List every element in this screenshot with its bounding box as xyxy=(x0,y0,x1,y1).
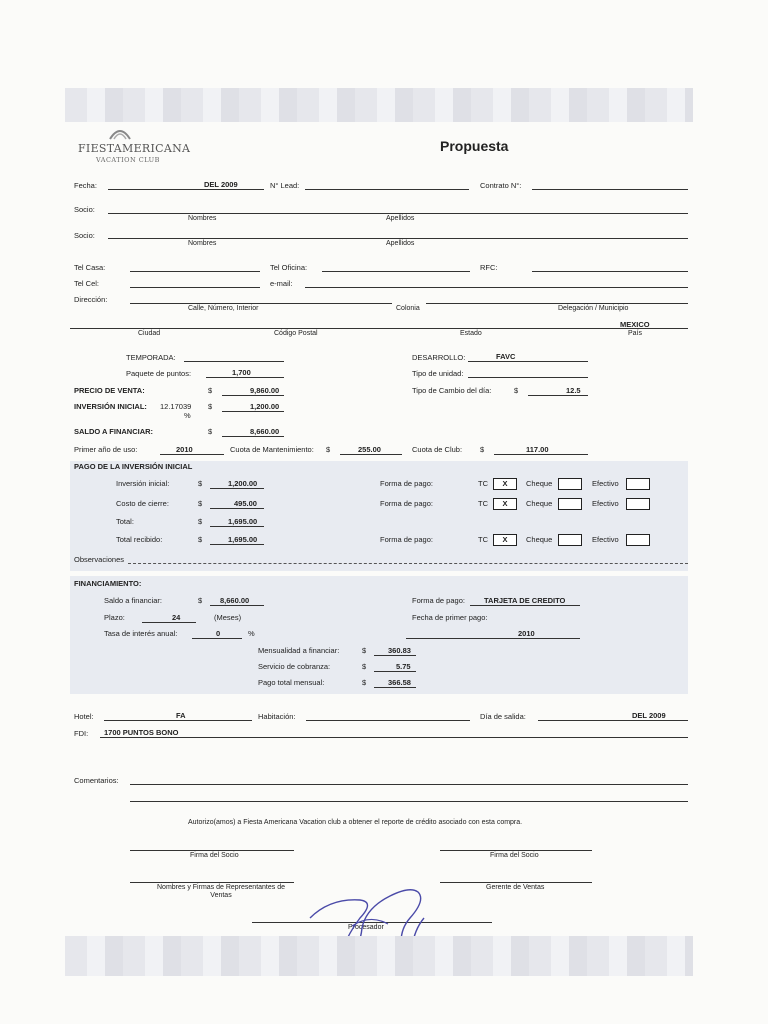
nombres-caption-1: Nombres xyxy=(188,215,217,222)
fecha-label: Fecha: xyxy=(74,181,97,190)
colonia-caption: Colonia xyxy=(396,305,420,312)
cobranza-currency: $ xyxy=(362,662,367,671)
precio-line[interactable] xyxy=(222,395,284,396)
cuota-mant-line[interactable] xyxy=(340,454,402,455)
socio-line-2[interactable] xyxy=(108,238,688,239)
cuota-mant-label: Cuota de Mantenimiento: xyxy=(230,445,314,454)
pago-row-4-tc-checkbox[interactable]: X xyxy=(493,534,517,546)
gerente-line[interactable] xyxy=(440,882,592,883)
pago-row-2-cheque-checkbox[interactable] xyxy=(558,498,582,510)
comentarios-line-1[interactable] xyxy=(130,784,688,785)
cuota-mant-value: 255.00 xyxy=(358,445,381,454)
fin-saldo-line[interactable] xyxy=(210,605,264,606)
calle-line[interactable] xyxy=(130,303,392,304)
pago-row-1-efectivo: Efectivo xyxy=(592,479,619,488)
plazo-label: Plazo: xyxy=(104,613,125,622)
fdi-value: 1700 PUNTOS BONO xyxy=(104,728,179,737)
delegacion-caption: Delegación / Municipio xyxy=(558,305,629,312)
saldo-label: SALDO A FINANCIAR: xyxy=(74,427,154,436)
pago-row-4-cheque: Cheque xyxy=(526,535,553,544)
delegacion-line[interactable] xyxy=(426,303,688,304)
desarrollo-label: DESARROLLO: xyxy=(412,353,466,362)
socio-line-1[interactable] xyxy=(108,213,688,214)
pago-row-2-forma: Forma de pago: xyxy=(380,499,433,508)
fecha-primer-line[interactable] xyxy=(406,638,580,639)
habitacion-line[interactable] xyxy=(306,720,470,721)
financiamiento-heading: FINANCIAMIENTO: xyxy=(74,579,142,588)
pago-row-1-label: Inversión inicial: xyxy=(116,479,170,488)
pago-row-2-tc: TC xyxy=(478,499,488,508)
email-label: e-mail: xyxy=(270,279,293,288)
inversion-pct-sign: % xyxy=(184,411,191,420)
paquete-line[interactable] xyxy=(206,377,284,378)
tasa-pct: % xyxy=(248,629,255,638)
representantes-caption: Nombres y Firmas de Representantes de Ventas xyxy=(157,884,285,899)
fin-saldo-currency: $ xyxy=(198,596,203,605)
firma-socio-2-caption: Firma del Socio xyxy=(490,852,539,859)
pago-row-3-currency: $ xyxy=(198,517,203,526)
tel-oficina-label: Tel Oficina: xyxy=(270,263,308,272)
inversion-pct: 12.17039 xyxy=(160,402,192,411)
pago-row-2-tc-checkbox[interactable]: X xyxy=(493,498,517,510)
tel-casa-line[interactable] xyxy=(130,271,260,272)
pago-row-2-label: Costo de cierre: xyxy=(116,499,169,508)
pago-row-4-efectivo: Efectivo xyxy=(592,535,619,544)
nombres-caption-2: Nombres xyxy=(188,240,217,247)
cuota-club-currency: $ xyxy=(480,445,485,454)
mensualidad-value: 360.83 xyxy=(388,646,411,655)
dia-salida-label: Día de salida: xyxy=(480,712,526,721)
pais-caption: País xyxy=(628,330,643,337)
pago-heading: PAGO DE LA INVERSIÓN INICIAL xyxy=(74,462,193,471)
tasa-label: Tasa de interés anual: xyxy=(104,629,178,638)
tel-cel-label: Tel Cel: xyxy=(74,279,100,288)
mensualidad-label: Mensualidad a financiar: xyxy=(258,646,340,655)
tipo-unidad-line[interactable] xyxy=(468,377,588,378)
meses-label: (Meses) xyxy=(214,613,242,622)
desarrollo-line[interactable] xyxy=(468,361,588,362)
plazo-line[interactable] xyxy=(142,622,196,623)
desarrollo-value: FAVC xyxy=(496,352,516,361)
pago-row-1-forma: Forma de pago: xyxy=(380,479,433,488)
pago-total-currency: $ xyxy=(362,678,367,687)
arch-logo-icon xyxy=(108,126,132,140)
tipo-cambio-line[interactable] xyxy=(528,395,588,396)
observaciones-line[interactable] xyxy=(128,563,688,564)
saldo-currency: $ xyxy=(208,427,213,436)
pago-row-3-label: Total: xyxy=(116,517,134,526)
tipo-cambio-currency: $ xyxy=(514,386,519,395)
rfc-label: RFC: xyxy=(480,263,498,272)
fecha-primer-label: Fecha de primer pago: xyxy=(412,613,488,622)
primer-anio-line[interactable] xyxy=(160,454,224,455)
habitacion-label: Habitación: xyxy=(258,712,296,721)
pago-row-1-line[interactable] xyxy=(210,488,264,489)
lead-line[interactable] xyxy=(305,189,469,190)
hotel-line[interactable] xyxy=(104,720,252,721)
pago-total-value: 366.58 xyxy=(388,678,411,687)
saldo-value: 8,660.00 xyxy=(250,427,280,436)
inversion-line[interactable] xyxy=(222,411,284,412)
socio-label-2: Socio: xyxy=(74,231,95,240)
cuota-club-line[interactable] xyxy=(494,454,588,455)
fin-forma-label: Forma de pago: xyxy=(412,596,465,605)
mensualidad-currency: $ xyxy=(362,646,367,655)
tipo-unidad-label: Tipo de unidad: xyxy=(412,369,464,378)
direccion-label: Dirección: xyxy=(74,295,108,304)
fin-saldo-label: Saldo a financiar: xyxy=(104,596,162,605)
apellidos-caption-2: Apellidos xyxy=(386,240,415,247)
firma-socio-2-line[interactable] xyxy=(440,850,592,851)
fecha-value: DEL 2009 xyxy=(204,180,238,189)
pago-total-line[interactable] xyxy=(374,687,416,688)
pago-row-1-efectivo-checkbox[interactable] xyxy=(626,478,650,490)
pago-total-label: Pago total mensual: xyxy=(258,678,325,687)
tel-cel-line[interactable] xyxy=(130,287,260,288)
pago-row-4-forma: Forma de pago: xyxy=(380,535,433,544)
precio-currency: $ xyxy=(208,386,213,395)
rfc-line[interactable] xyxy=(532,271,688,272)
hotel-value: FA xyxy=(176,711,186,720)
inversion-value: 1,200.00 xyxy=(250,402,280,411)
tasa-value: 0 xyxy=(216,629,221,638)
firma-socio-1-line[interactable] xyxy=(130,850,294,851)
pago-row-1-cheque: Cheque xyxy=(526,479,553,488)
pago-row-2-currency: $ xyxy=(198,499,203,508)
pago-row-1-tc: TC xyxy=(478,479,488,488)
paquete-value: 1,700 xyxy=(232,368,251,377)
cobranza-label: Servicio de cobranza: xyxy=(258,662,331,671)
decorative-band-bottom xyxy=(65,936,693,976)
fdi-line[interactable] xyxy=(100,737,688,738)
paquete-label: Paquete de puntos: xyxy=(126,369,192,378)
primer-anio-label: Primer año de uso: xyxy=(74,445,138,454)
cuota-club-value: 117.00 xyxy=(526,445,549,454)
precio-value: 9,860.00 xyxy=(250,386,280,395)
representantes-line[interactable] xyxy=(130,882,294,883)
pago-row-3-line[interactable] xyxy=(210,526,264,527)
plazo-value: 24 xyxy=(172,613,181,622)
cobranza-value: 5.75 xyxy=(396,662,411,671)
temporada-label: TEMPORADA: xyxy=(126,353,176,362)
inversion-currency: $ xyxy=(208,402,213,411)
contrato-line[interactable] xyxy=(532,189,688,190)
email-line[interactable] xyxy=(305,287,688,288)
fdi-label: FDI: xyxy=(74,729,89,738)
cuota-club-label: Cuota de Club: xyxy=(412,445,463,454)
pago-row-4-efectivo-checkbox[interactable] xyxy=(626,534,650,546)
pago-row-4-value: 1,695.00 xyxy=(228,535,258,544)
pago-row-2-efectivo-checkbox[interactable] xyxy=(626,498,650,510)
pago-row-2-value: 495.00 xyxy=(234,499,257,508)
pago-row-4-currency: $ xyxy=(198,535,203,544)
pago-row-1-tc-checkbox[interactable]: X xyxy=(493,478,517,490)
pago-row-1-value: 1,200.00 xyxy=(228,479,258,488)
tel-casa-label: Tel Casa: xyxy=(74,263,106,272)
primer-anio-value: 2010 xyxy=(176,445,193,454)
pais-value: MEXICO xyxy=(620,320,650,329)
procesador-caption: Procesador xyxy=(348,924,384,931)
fecha-line[interactable] xyxy=(108,189,264,190)
firma-socio-1-caption: Firma del Socio xyxy=(190,852,239,859)
pago-row-2-cheque: Cheque xyxy=(526,499,553,508)
gerente-caption: Gerente de Ventas xyxy=(486,884,545,891)
fin-saldo-value: 8,660.00 xyxy=(220,596,250,605)
observaciones-label: Observaciones xyxy=(74,555,125,564)
tipo-cambio-label: Tipo de Cambio del día: xyxy=(412,386,492,395)
pago-row-3-value: 1,695.00 xyxy=(228,517,258,526)
mensualidad-line[interactable] xyxy=(374,655,416,656)
pago-row-1-currency: $ xyxy=(198,479,203,488)
estado-caption: Estado xyxy=(460,330,482,337)
pago-row-4-tc: TC xyxy=(478,535,488,544)
cobranza-line[interactable] xyxy=(374,671,416,672)
fin-forma-value: TARJETA DE CREDITO xyxy=(484,596,566,605)
logo-brand: FIESTAMERICANA xyxy=(78,142,191,155)
ciudad-caption: Ciudad xyxy=(138,330,161,337)
pago-row-1-cheque-checkbox[interactable] xyxy=(558,478,582,490)
apellidos-caption-1: Apellidos xyxy=(386,215,415,222)
dia-salida-value: DEL 2009 xyxy=(632,711,666,720)
fin-forma-line[interactable] xyxy=(470,605,580,606)
socio-label-1: Socio: xyxy=(74,205,95,214)
pago-section-shade xyxy=(70,461,688,571)
address-line-2[interactable] xyxy=(70,328,688,329)
lead-label: N° Lead: xyxy=(270,181,300,190)
pago-row-4-cheque-checkbox[interactable] xyxy=(558,534,582,546)
pago-row-2-line[interactable] xyxy=(210,508,264,509)
logo-sub: VACATION CLUB xyxy=(96,156,160,164)
dia-salida-line[interactable] xyxy=(538,720,688,721)
autorizo-text: Autorizo(amos) a Fiesta Americana Vacation club a obtener el reporte de crédito asociado con esta compra. xyxy=(188,819,523,826)
inversion-label: INVERSIÓN INICIAL: xyxy=(74,402,147,411)
pago-row-4-label: Total recibido: xyxy=(116,535,163,544)
hotel-label: Hotel: xyxy=(74,712,94,721)
temporada-line[interactable] xyxy=(184,361,284,362)
comentarios-line-2[interactable] xyxy=(130,801,688,802)
page-title: Propuesta xyxy=(440,138,509,154)
tipo-cambio-value: 12.5 xyxy=(566,386,581,395)
cp-caption: Código Postal xyxy=(274,330,318,337)
decorative-band-top xyxy=(65,88,693,122)
precio-label: PRECIO DE VENTA: xyxy=(74,386,145,395)
fecha-primer-value: 2010 xyxy=(518,629,535,638)
pago-row-2-efectivo: Efectivo xyxy=(592,499,619,508)
tasa-line[interactable] xyxy=(192,638,242,639)
saldo-line[interactable] xyxy=(222,436,284,437)
contrato-label: Contrato N°: xyxy=(480,181,522,190)
pago-row-4-line[interactable] xyxy=(210,544,264,545)
calle-caption: Calle, Número, Interior xyxy=(188,305,259,312)
cuota-mant-currency: $ xyxy=(326,445,331,454)
comentarios-label: Comentarios: xyxy=(74,776,119,785)
tel-oficina-line[interactable] xyxy=(322,271,470,272)
